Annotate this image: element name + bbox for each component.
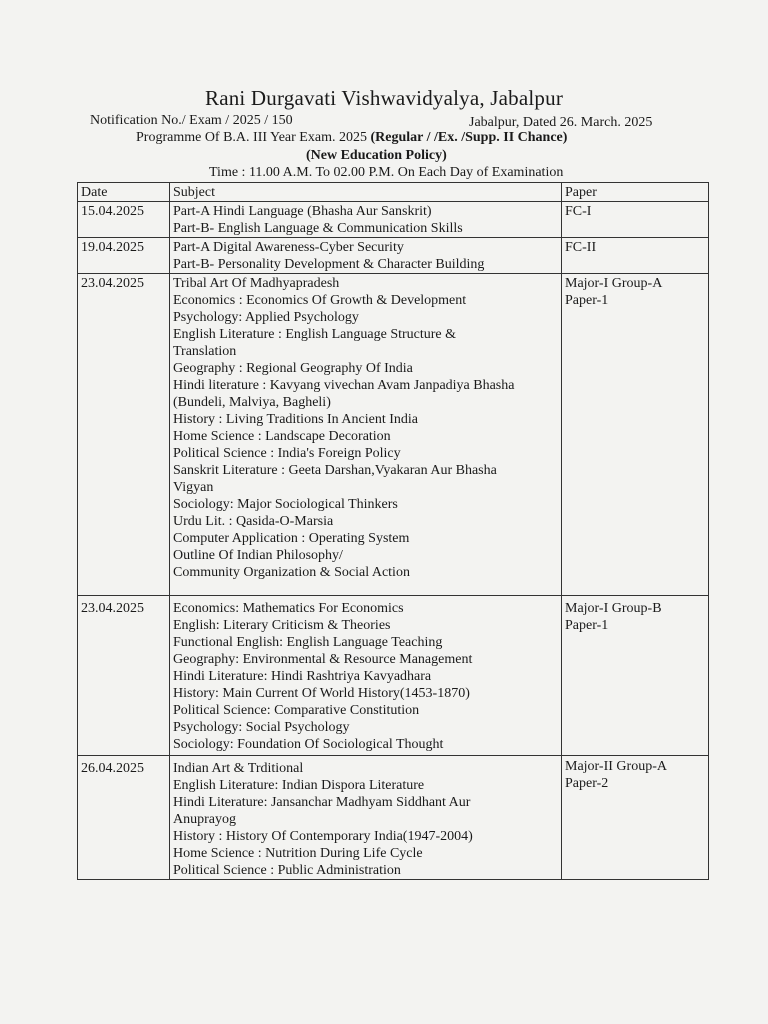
programme-chance: (Regular / /Ex. /Supp. II Chance) [370, 130, 568, 145]
subject-line: Hindi Literature: Jansanchar Madhyam Siddhant Aur [173, 795, 471, 810]
university-title: Rani Durgavati Vishwavidyalya, Jabalpur [204, 86, 564, 110]
subject-line: Political Science: Comparative Constitution [173, 703, 420, 718]
row-subjects [170, 202, 562, 238]
subject-line: Part-A Hindi Language (Bhasha Aur Sanskrit) [173, 204, 432, 219]
subject-line: Vigyan [173, 480, 214, 495]
subject-line: History : Living Traditions In Ancient India [173, 412, 418, 427]
subject-line: English Literature: Indian Dispora Literature [173, 778, 425, 793]
row-paper [562, 202, 709, 238]
paper-line: Major-II Group-A [565, 759, 667, 774]
subject-line: Home Science : Landscape Decoration [173, 429, 391, 444]
subject-line: Indian Art & Trditional [173, 761, 304, 776]
row-date: 23.04.2025 [78, 274, 170, 596]
row-date: 15.04.2025 [78, 202, 170, 238]
programme-text: Programme Of B.A. III Year Exam. 2025 [136, 130, 371, 145]
row-subjects [170, 274, 562, 596]
subject-line: History: Main Current Of World History(1453-1870) [173, 686, 470, 701]
subject-line: Part-B- English Language & Communication Skills [173, 221, 463, 236]
subject-line: Psychology: Applied Psychology [173, 310, 359, 325]
paper-line: Major-I Group-B [565, 601, 662, 616]
subject-line: History : History Of Contemporary India(1947-2004) [173, 829, 473, 844]
subject-line: Community Organization & Social Action [173, 565, 410, 580]
subject-line: Political Science : Public Administration [173, 863, 401, 878]
subject-line: Economics: Mathematics For Economics [173, 601, 404, 616]
notification-number: Notification No./ Exam / 2025 / 150 [90, 113, 293, 128]
row-date: 19.04.2025 [78, 238, 170, 274]
subject-line: Anuprayog [173, 812, 236, 827]
header-subject: Subject [170, 183, 562, 202]
paper-line: Paper-2 [565, 776, 609, 791]
paper-line: Major-I Group-A [565, 276, 663, 291]
subject-line: Sanskrit Literature : Geeta Darshan,Vyakaran Aur Bhasha [173, 463, 497, 478]
subject-line: Home Science : Nutrition During Life Cycle [173, 846, 423, 861]
table-row [78, 596, 709, 756]
row-paper [562, 756, 709, 880]
table-row [78, 756, 709, 880]
exam-time-line: Time : 11.00 A.M. To 02.00 P.M. On Each Day of Examination [209, 165, 564, 180]
subject-line: Political Science : India's Foreign Policy [173, 446, 401, 461]
subject-line: Outline Of Indian Philosophy/ [173, 548, 343, 563]
subject-line: Tribal Art Of Madhyapradesh [173, 276, 340, 291]
subject-line: Translation [173, 344, 237, 359]
paper-line: Paper-1 [565, 618, 609, 633]
table-row [78, 238, 709, 274]
policy-line: (New Education Policy) [306, 148, 447, 163]
header-date: Date [78, 183, 170, 202]
row-subjects [170, 596, 562, 756]
subject-line: Computer Application : Operating System [173, 531, 410, 546]
row-paper [562, 238, 709, 274]
header-paper: Paper [562, 183, 709, 202]
paper-line: FC-II [565, 240, 597, 255]
subject-line: Hindi literature : Kavyang vivechan Avam Janpadiya Bhasha [173, 378, 515, 393]
subject-line: Hindi Literature: Hindi Rashtriya Kavyadhara [173, 669, 432, 684]
subject-line: Geography : Regional Geography Of India [173, 361, 413, 376]
subject-line: Part-B- Personality Development & Character Building [173, 257, 485, 272]
subject-line: Sociology: Major Sociological Thinkers [173, 497, 398, 512]
row-subjects [170, 238, 562, 274]
notification-date: Jabalpur, Dated 26. March. 2025 [469, 115, 653, 130]
row-paper [562, 274, 709, 596]
subject-line: English Literature : English Language Structure & [173, 327, 457, 342]
table-header-row [78, 183, 709, 202]
subject-line: English: Literary Criticism & Theories [173, 618, 391, 633]
paper-line: FC-I [565, 204, 592, 219]
row-paper [562, 596, 709, 756]
subject-line: Urdu Lit. : Qasida-O-Marsia [173, 514, 334, 529]
subject-line: Sociology: Foundation Of Sociological Thought [173, 737, 444, 752]
subject-line: Part-A Digital Awareness-Cyber Security [173, 240, 404, 255]
programme-line [136, 130, 567, 146]
exam-schedule-table [77, 182, 709, 880]
subject-line: Psychology: Social Psychology [173, 720, 350, 735]
row-date: 26.04.2025 [78, 756, 170, 880]
subject-line: Functional English: English Language Teaching [173, 635, 443, 650]
table-row [78, 202, 709, 238]
paper-line: Paper-1 [565, 293, 609, 308]
subject-line: (Bundeli, Malviya, Bagheli) [173, 395, 331, 410]
table-row [78, 274, 709, 596]
row-date: 23.04.2025 [78, 596, 170, 756]
subject-line: Geography: Environmental & Resource Management [173, 652, 473, 667]
subject-line: Economics : Economics Of Growth & Development [173, 293, 467, 308]
row-subjects [170, 756, 562, 880]
